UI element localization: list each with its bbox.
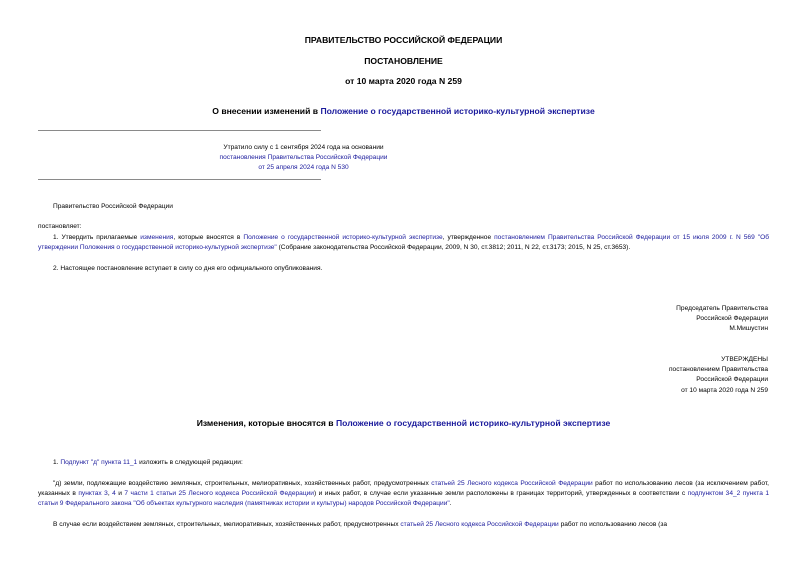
link-decree-569-part: постановлением Правительства Российской Федерации от 15 июля 2009 <box>494 234 727 241</box>
expired-note-link-date[interactable]: от 25 апреля 2024 года N 530 <box>258 164 349 172</box>
paragraph-1-text: , которые вносятся в <box>173 234 244 241</box>
link-decree-569-part: г. N 569 "Об утверждении Положения о государственной историко-культурной экспертизе" <box>38 234 769 252</box>
changes-quote-text: , <box>107 490 113 498</box>
signature-block <box>676 304 768 335</box>
changes-item-1-text: изложить в следующей редакции: <box>137 459 243 466</box>
link-changes[interactable]: изменения <box>140 234 174 241</box>
approved-country: Российской Федерации <box>696 376 768 384</box>
expired-note-line: Утратило силу с 1 сентября 2024 года на основании <box>223 144 384 151</box>
changes-title-prefix: Изменения, которые вносятся в <box>196 418 336 428</box>
changes-item-1-text: 1. <box>53 459 61 466</box>
changes-last-paragraph <box>38 520 769 531</box>
link-point-4[interactable]: 4 <box>112 490 116 498</box>
changes-title <box>0 418 807 428</box>
approved-block <box>669 355 768 396</box>
divider-top <box>38 130 321 131</box>
body-decides: постановляет: <box>38 223 82 230</box>
body-government: Правительство Российской Федерации <box>53 203 173 210</box>
link-point-7[interactable]: 7 части 1 статьи 25 Лесного кодекса Российской Федерации <box>124 490 314 498</box>
paragraph-1-text: 1. Утвердить прилагаемые <box>53 234 141 241</box>
approved-by: постановлением Правительства <box>668 366 768 374</box>
changes-quote-text: "д) земли, подлежащие воздействию земляных, строительных, мелиоративных, хозяйственных работ, предусмотренных <box>53 480 432 487</box>
link-subpoint-34-2[interactable]: подпунктом 34_2 пункта 1 статьи 9 Федерального закона "Об объектах культурного наследия (памятниках истории и культуры) народов Российской Федерации" <box>38 490 769 508</box>
changes-quote-text: . <box>449 500 452 508</box>
changes-last-text: В случае если воздействием земляных, строительных, мелиоративных, хозяйственных работ, предусмотренных <box>53 521 401 528</box>
expired-note-link-decree[interactable]: постановления Правительства Российской Федерации <box>219 154 388 162</box>
changes-title-link[interactable]: Положение о государственной историко-культурной экспертизе <box>335 418 611 428</box>
approved-date: от 10 марта 2020 года N 259 <box>681 386 768 394</box>
document-title-prefix: О внесении изменений в <box>212 106 321 116</box>
document-title <box>0 106 807 116</box>
signature-country: Российской Федерации <box>696 315 768 323</box>
changes-quote-text: работ по использованию лесов (за исключением работ, указанных в <box>38 480 769 498</box>
changes-quote-text: ) и иных работ, в случае если указанные земли расположены в границах территорий, утвержденных в соответствии с <box>314 490 688 498</box>
paragraph-1 <box>38 233 769 253</box>
paragraph-1-text: (Собрание законодательства Российской Федерации, 2009, N 30, ст.3812; 2011, N 22, ст.3173; 2015, N 25, ст.3653). <box>276 244 631 252</box>
link-forest-code-article-25[interactable]: статьей 25 Лесного кодекса Российской Федерации <box>431 480 593 487</box>
link-forest-code-article-25-b[interactable]: статьей 25 Лесного кодекса Российской Федерации <box>400 521 559 528</box>
expired-note <box>38 143 569 174</box>
header-date: от 10 марта 2020 года N 259 <box>345 76 462 86</box>
signature-position: Председатель Правительства <box>676 305 768 312</box>
link-regulation[interactable]: Положение о государственной историко-культурной экспертизе <box>243 234 443 241</box>
link-subparagraph-d[interactable]: Подпункт "д" пункта 11_1 <box>60 459 138 466</box>
header-government: ПРАВИТЕЛЬСТВО РОССИЙСКОЙ ФЕДЕРАЦИИ <box>304 35 503 45</box>
divider-bottom <box>38 179 321 180</box>
signature-name: М.Мишустин <box>729 325 768 333</box>
changes-last-text: работ по использованию лесов (за <box>558 521 668 528</box>
document-title-link[interactable]: Положение о государственной историко-культурной экспертизе <box>320 106 595 116</box>
link-points-3[interactable]: пунктах 3 <box>78 490 108 498</box>
changes-quote <box>38 479 769 510</box>
changes-quote-text: и <box>115 490 125 498</box>
approved-title: УТВЕРЖДЕНЫ <box>721 356 768 363</box>
header-document-type: ПОСТАНОВЛЕНИЕ <box>364 56 443 66</box>
paragraph-2: 2. Настоящее постановление вступает в силу со дня его официального опубликования. <box>53 265 323 272</box>
changes-item-1 <box>53 458 243 468</box>
paragraph-1-text: , утвержденное <box>442 234 495 241</box>
